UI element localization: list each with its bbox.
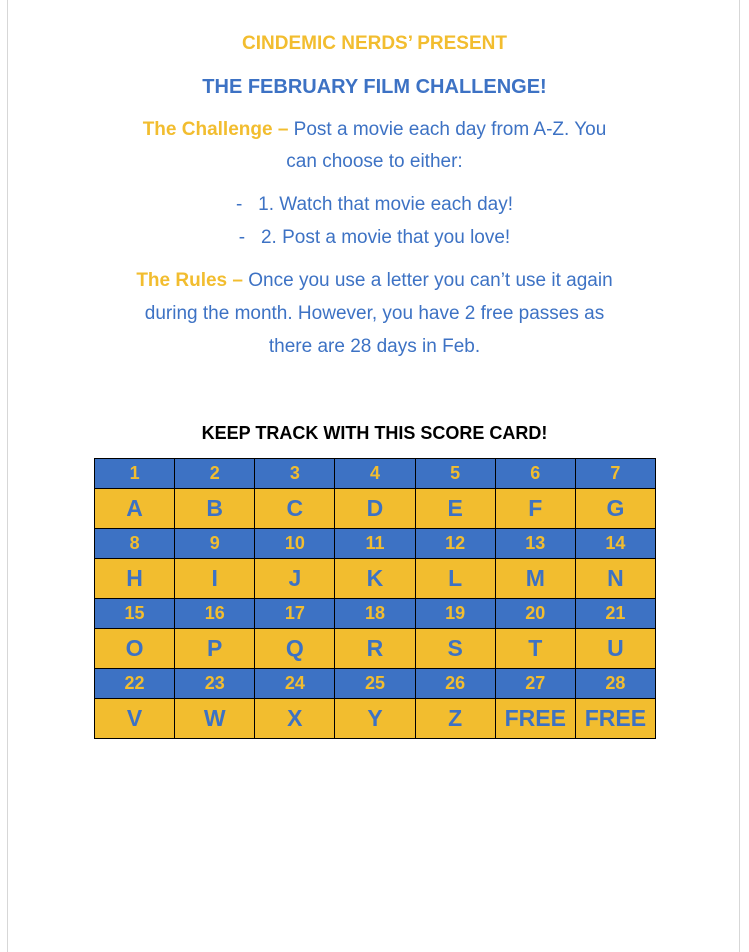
letter-cell: M	[495, 559, 575, 599]
day-number-cell: 4	[335, 459, 415, 489]
day-number-cell: 21	[575, 599, 655, 629]
option-text: 2. Post a movie that you love!	[260, 227, 511, 248]
day-number-row	[95, 459, 656, 489]
challenge-label: The Challenge –	[142, 119, 289, 140]
day-number-cell: 8	[95, 529, 175, 559]
rules-line-1	[0, 270, 749, 292]
letter-row	[95, 699, 656, 739]
day-number-cell: 11	[335, 529, 415, 559]
day-number-cell: 12	[415, 529, 495, 559]
challenge-line-2: can choose to either:	[286, 151, 463, 172]
page-title: THE FEBRUARY FILM CHALLENGE!	[202, 76, 547, 98]
free-pass-cell: FREE	[495, 699, 575, 739]
presenter-heading: CINDEMIC NERDS’ PRESENT	[242, 33, 507, 54]
rules-text-1: Once you use a letter you can’t use it again	[242, 270, 613, 291]
day-number-cell: 9	[175, 529, 255, 559]
day-number-row	[95, 529, 656, 559]
day-number-cell: 27	[495, 669, 575, 699]
day-number-cell: 13	[495, 529, 575, 559]
day-number-cell: 28	[575, 669, 655, 699]
letter-cell: B	[175, 489, 255, 529]
day-number-cell: 19	[415, 599, 495, 629]
day-number-cell: 1	[95, 459, 175, 489]
page-edge-right	[739, 0, 740, 952]
letter-cell: V	[95, 699, 175, 739]
option-bullet: -	[235, 194, 243, 215]
page-edge-left	[7, 0, 8, 952]
letter-cell: Y	[335, 699, 415, 739]
day-number-row	[95, 599, 656, 629]
letter-cell: K	[335, 559, 415, 599]
letter-cell: T	[495, 629, 575, 669]
letter-row	[95, 489, 656, 529]
option-bullet: -	[238, 227, 246, 248]
letter-cell: L	[415, 559, 495, 599]
day-number-cell: 18	[335, 599, 415, 629]
day-number-cell: 23	[175, 669, 255, 699]
option-text: 1. Watch that movie each day!	[258, 194, 514, 215]
free-pass-cell: FREE	[575, 699, 655, 739]
letter-cell: X	[255, 699, 335, 739]
day-number-cell: 3	[255, 459, 335, 489]
day-number-cell: 6	[495, 459, 575, 489]
letter-cell: Z	[415, 699, 495, 739]
letter-cell: H	[95, 559, 175, 599]
day-number-cell: 17	[255, 599, 335, 629]
day-number-cell: 5	[415, 459, 495, 489]
letter-cell: I	[175, 559, 255, 599]
scorecard-heading: KEEP TRACK WITH THIS SCORE CARD!	[201, 423, 548, 443]
letter-cell: U	[575, 629, 655, 669]
score-card-body	[95, 459, 656, 739]
challenge-line-1	[0, 119, 749, 141]
rules-line-2: during the month. However, you have 2 free passes as	[144, 303, 605, 324]
letter-cell: D	[335, 489, 415, 529]
day-number-cell: 20	[495, 599, 575, 629]
letter-cell: A	[95, 489, 175, 529]
day-number-cell: 26	[415, 669, 495, 699]
rules-line-3: there are 28 days in Feb.	[268, 336, 481, 357]
day-number-cell: 2	[175, 459, 255, 489]
letter-row	[95, 559, 656, 599]
challenge-option-1	[0, 194, 749, 216]
score-card-table	[94, 458, 656, 739]
letter-cell: W	[175, 699, 255, 739]
day-number-cell: 24	[255, 669, 335, 699]
letter-cell: Q	[255, 629, 335, 669]
letter-cell: S	[415, 629, 495, 669]
letter-cell: N	[575, 559, 655, 599]
day-number-cell: 10	[255, 529, 335, 559]
day-number-cell: 14	[575, 529, 655, 559]
letter-cell: J	[255, 559, 335, 599]
letter-cell: P	[175, 629, 255, 669]
rules-label: The Rules –	[136, 270, 243, 291]
challenge-text-1: Post a movie each day from A-Z. You	[288, 119, 607, 140]
letter-cell: E	[415, 489, 495, 529]
letter-cell: O	[95, 629, 175, 669]
letter-row	[95, 629, 656, 669]
letter-cell: R	[335, 629, 415, 669]
day-number-cell: 22	[95, 669, 175, 699]
letter-cell: C	[255, 489, 335, 529]
letter-cell: G	[575, 489, 655, 529]
day-number-row	[95, 669, 656, 699]
day-number-cell: 15	[95, 599, 175, 629]
day-number-cell: 7	[575, 459, 655, 489]
challenge-option-2	[0, 227, 749, 249]
day-number-cell: 25	[335, 669, 415, 699]
day-number-cell: 16	[175, 599, 255, 629]
letter-cell: F	[495, 489, 575, 529]
